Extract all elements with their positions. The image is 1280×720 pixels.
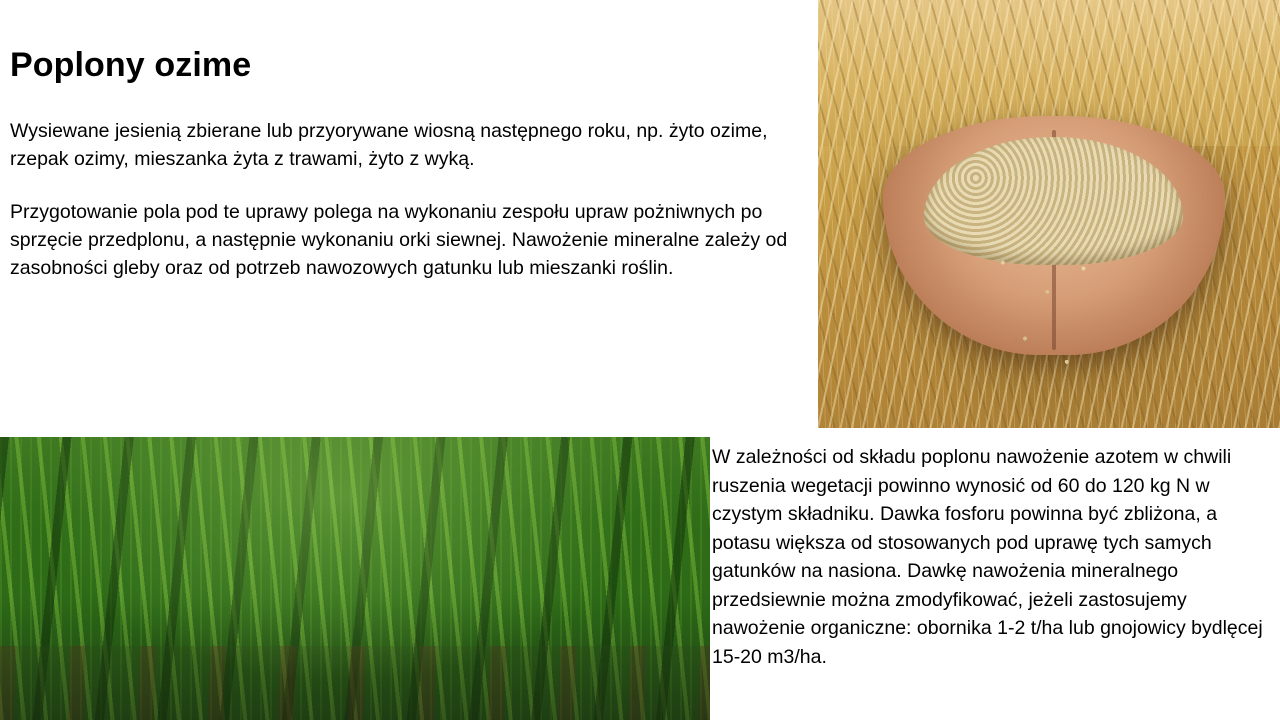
green-cereal-field-photo bbox=[0, 437, 710, 720]
body-paragraph-2: Przygotowanie pola pod te uprawy polega na wykonaniu zespołu upraw pożniwnych po sprzęcie przedplonu, a następnie wykonaniu orki siewnej. Nawożenie mineralne zależy od zasobności gleby oraz od potrzeb nawozowych gatunku lub mieszanki roślin. bbox=[10, 201, 788, 279]
field-lighting-overlay bbox=[0, 437, 710, 720]
hands-holding-grain-photo bbox=[818, 0, 1280, 428]
page-title: Poplony ozime bbox=[10, 46, 252, 84]
text-column bbox=[10, 46, 800, 283]
body-paragraph-3: W zależności od składu poplonu nawożenie azotem w chwili ruszenia wegetacji powinno wynosić od 60 do 120 kg N w czystym składniku. Dawka fosforu powinna być zbliżona, a potasu większa od stosowanych pod uprawę tych samych gatunków na nasiona. Dawkę nawożenia mineralnego przedsiewnie można zmodyfikować, jeżeli zastosujemy nawożenie organiczne: obornika 1-2 t/ha lub gnojowicy bydlęcej 15-20 m3/ha. bbox=[712, 446, 1263, 668]
falling-grain-specks bbox=[975, 248, 1114, 394]
body-paragraph-1: Wysiewane jesienią zbierane lub przyorywane wiosną następnego roku, np. żyto ozime, rzepak ozimy, mieszanka żyta z trawami, żyto z wyką. bbox=[10, 120, 768, 170]
